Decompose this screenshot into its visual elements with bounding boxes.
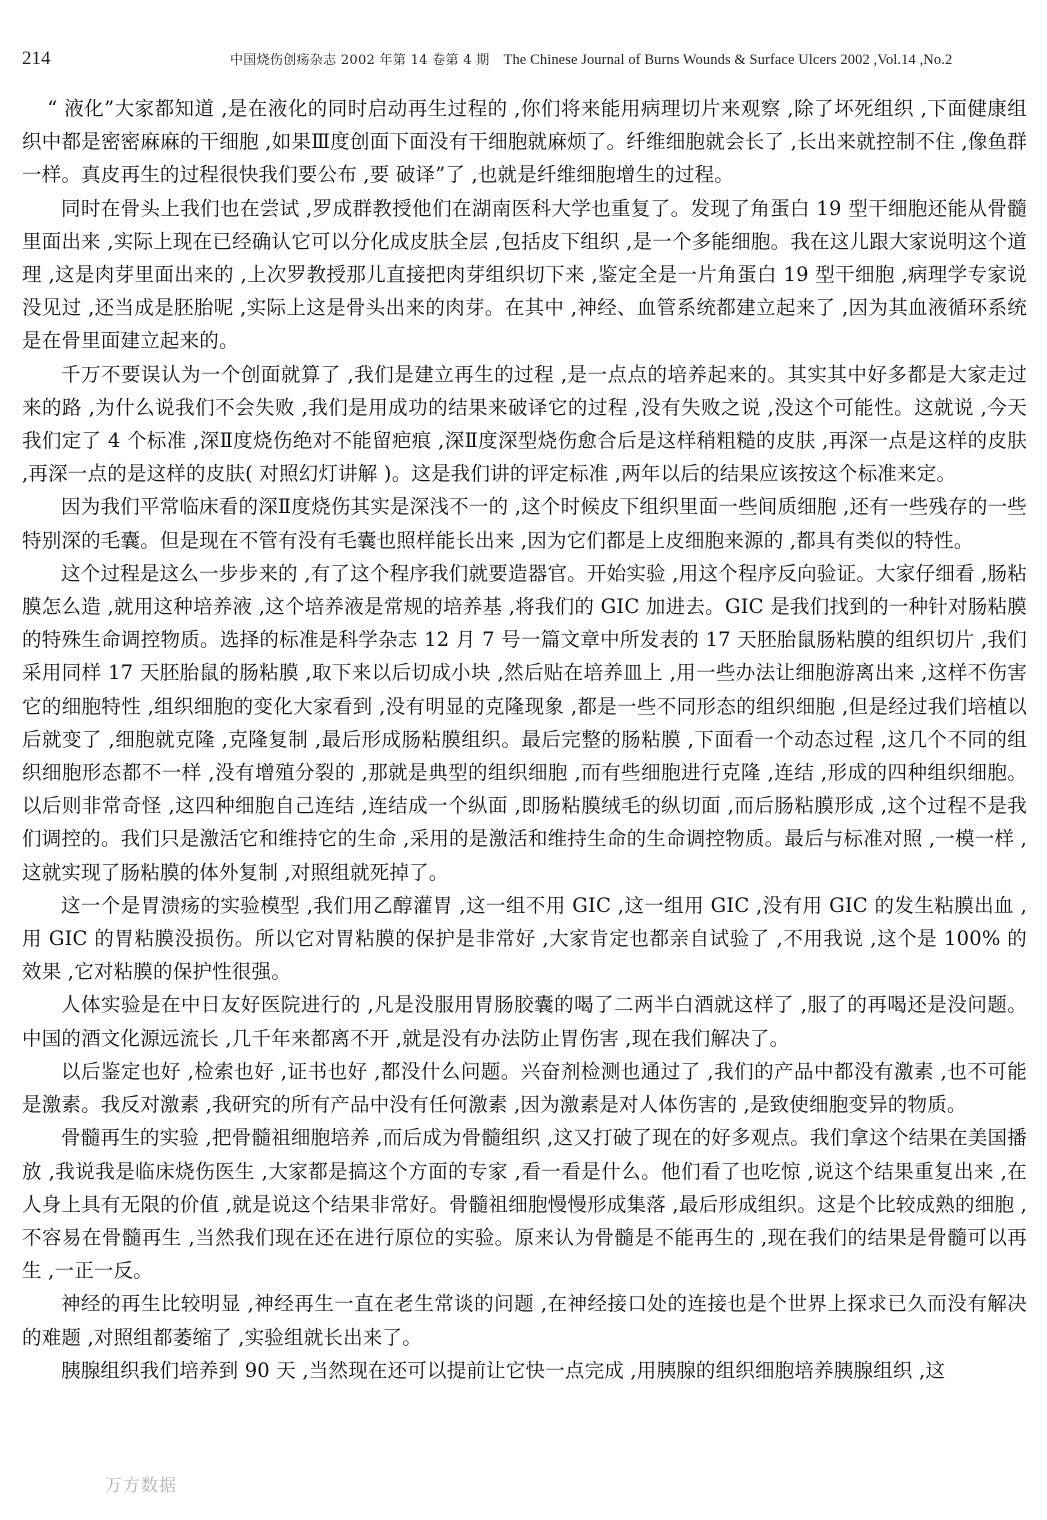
journal-title-chinese: 中国烧伤创疡杂志 2002 年第 14 卷第 4 期 <box>230 53 490 68</box>
page-number: 214 <box>22 48 51 69</box>
paragraph: 同时在骨头上我们也在尝试 ,罗成群教授他们在湖南医科大学也重复了。发现了角蛋白 19 型干细胞还能从骨髓里面出来 ,实际上现在已经确认它可以分化成皮肤全层 ,包括皮下组织 ,是一个多能细胞。我在这儿跟大家说明这个道理 ,这是肉芽里面出来的 ,上次罗教授那儿直接把肉芽组织切下来 ,鉴定全是一片角蛋白 19 型干细胞 ,病理学专家说没见过 ,还当成是胚胎呢 ,实际上这是骨头出来的肉芽。在其中 ,神经、血管系统都建立起来了 ,因为其血液循环系统是在骨里面建立起来的。 <box>22 196 1027 353</box>
running-header <box>22 48 1025 72</box>
paragraph: 因为我们平常临床看的深Ⅱ度烧伤其实是深浅不一的 ,这个时候皮下组织里面一些间质细胞 ,还有一些残存的一些特别深的毛囊。但是现在不管有没有毛囊也照样能长出来 ,因为它们都是上皮细胞来源的 ,都具有类似的特性。 <box>22 495 1027 552</box>
article-body <box>22 92 1027 1387</box>
paragraph: 神经的再生比较明显 ,神经再生一直在老生常谈的问题 ,在神经接口处的连接也是个世界上探求已久而没有解决的难题 ,对照组都萎缩了 ,实验组就长出来了。 <box>22 1292 1027 1349</box>
paragraph: 千万不要误认为一个创面就算了 ,我们是建立再生的过程 ,是一点点的培养起来的。其实其中好多都是大家走过来的路 ,为什么说我们不会失败 ,我们是用成功的结果来破译它的过程 ,没有失败之说 ,没这个可能性。这就说 ,今天我们定了 4 个标准 ,深Ⅱ度烧伤绝对不能留疤痕 ,深Ⅱ度深型烧伤愈合后是这样稍粗糙的皮肤 ,再深一点是这样的皮肤 ,再深一点的是这样的皮肤( 对照幻灯讲解 )。这是我们讲的评定标准 ,两年以后的结果应该按这个标准来定。 <box>22 362 1027 486</box>
paragraph: 这一个是胃溃疡的实验模型 ,我们用乙醇灌胃 ,这一组不用 GIC ,这一组用 GIC ,没有用 GIC 的发生粘膜出血 ,用 GIC 的胃粘膜没损伤。所以它对胃粘膜的保护是非常好 ,大家肯定也都亲自试验了 ,不用我说 ,这个是 100% 的效果 ,它对粘膜的保护性很强。 <box>22 893 1027 984</box>
journal-title-english: The Chinese Journal of Burns Wounds & Surface Ulcers 2002 ,Vol.14 ,No.2 <box>503 52 953 68</box>
paragraph: 骨髓再生的实验 ,把骨髓祖细胞培养 ,而后成为骨髓组织 ,这又打破了现在的好多观点。我们拿这个结果在美国播放 ,我说我是临床烧伤医生 ,大家都是搞这个方面的专家 ,看一看是什么。他们看了也吃惊 ,说这个结果重复出来 ,在人身上具有无限的价值 ,就是说这个结果非常好。骨髓祖细胞慢慢形成集落 ,最后形成组织。这是个比较成熟的细胞 ,不容易在骨髓再生 ,当然我们现在还在进行原位的实验。原来认为骨髓是不能再生的 ,现在我们的结果是骨髓可以再生 ,一正一反。 <box>22 1126 1027 1283</box>
watermark: 万方数据 <box>105 1476 177 1496</box>
paragraph: “ 液化”大家都知道 ,是在液化的同时启动再生过程的 ,你们将来能用病理切片来观察 ,除了坏死组织 ,下面健康组织中都是密密麻麻的干细胞 ,如果Ⅲ度创面下面没有干细胞就麻烦了。纤维细胞就会长了 ,长出来就控制不住 ,像鱼群一样。真皮再生的过程很快我们要公布 ,要 破译”了 ,也就是纤维细胞增生的过程。 <box>22 97 1027 187</box>
paragraph: 这个过程是这么一步步来的 ,有了这个程序我们就要造器官。开始实验 ,用这个程序反向验证。大家仔细看 ,肠粘膜怎么造 ,就用这种培养液 ,这个培养液是常规的培养基 ,将我们的 GIC 加进去。GIC 是我们找到的一种针对肠粘膜的特殊生命调控物质。选择的标准是科学杂志 12 月 7 号一篇文章中所发表的 17 天胚胎鼠肠粘膜的组织切片 ,我们采用同样 17 天胚胎鼠的肠粘膜 ,取下来以后切成小块 ,然后贴在培养皿上 ,用一些办法让细胞游离出来 ,这样不伤害它的细胞特性 ,组织细胞的变化大家看到 ,没有明显的克隆现象 ,都是一些不同形态的组织细胞 ,但是经过我们培植以后就变了 ,细胞就克隆 ,克隆复制 ,最后形成肠粘膜组织。最后完整的肠粘膜 ,下面看一个动态过程 ,这几个不同的组织细胞形态都不一样 ,没有增殖分裂的 ,那就是典型的组织细胞 ,而有些细胞进行克隆 ,连结 ,形成的四种组织细胞。以后则非常奇怪 ,这四种细胞自己连结 ,连结成一个纵面 ,即肠粘膜绒毛的纵切面 ,而后肠粘膜形成 ,这个过程不是我们调控的。我们只是激活它和维持它的生命 ,采用的是激活和维持生命的生命调控物质。最后与标准对照 ,一模一样 ,这就实现了肠粘膜的体外复制 ,对照组就死掉了。 <box>22 561 1027 884</box>
paragraph: 胰腺组织我们培养到 90 天 ,当然现在还可以提前让它快一点完成 ,用胰腺的组织细胞培养胰腺组织 ,这 <box>61 1358 946 1382</box>
paragraph: 人体实验是在中日友好医院进行的 ,凡是没服用胃肠胶囊的喝了二两半白酒就这样了 ,服了的再喝还是没问题。中国的酒文化源远流长 ,几千年来都离不开 ,就是没有办法防止胃伤害 ,现在我们解决了。 <box>22 993 1027 1050</box>
paragraph: 以后鉴定也好 ,检索也好 ,证书也好 ,都没什么问题。兴奋剂检测也通过了 ,我们的产品中都没有激素 ,也不可能是激素。我反对激素 ,我研究的所有产品中没有任何激素 ,因为激素是对人体伤害的 ,是致使细胞变异的物质。 <box>22 1059 1027 1117</box>
